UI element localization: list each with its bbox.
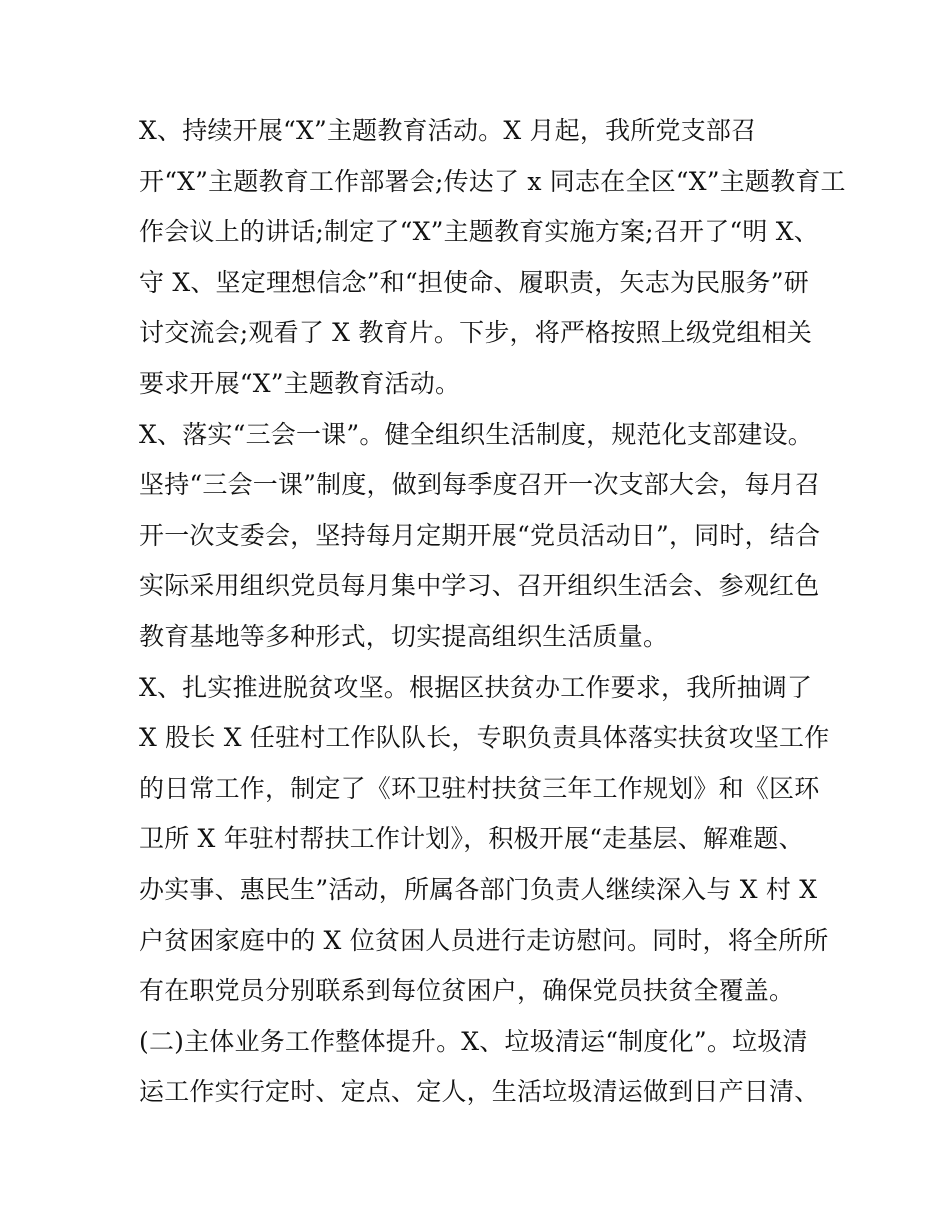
text-line: 守 X、坚定理想信念”和“担使命、履职责，矢志为民服务”研 xyxy=(139,267,809,297)
text-line: 作会议上的讲话;制定了“X”主题教育实施方案;召开了“明 X、 xyxy=(139,217,819,247)
text-line: 开“X”主题教育工作部署会;传达了 x 同志在全区“X”主题教育工 xyxy=(139,166,846,196)
text-line: 有在职党员分别联系到每位贫困户，确保党员扶贫全覆盖。 xyxy=(139,976,795,1006)
text-line: X、落实“三会一课”。健全组织生活制度，规范化支部建设。 xyxy=(139,419,813,449)
text-line: 讨交流会;观看了 X 教育片。下步，将严格按照上级党组相关 xyxy=(139,318,812,348)
text-line: 要求开展“X”主题教育活动。 xyxy=(139,368,461,398)
text-line: 户贫困家庭中的 X 位贫困人员进行走访慰问。同时，将全所所 xyxy=(139,925,829,955)
text-line: (二)主体业务工作整体提升。X、垃圾清运“制度化”。垃圾清 xyxy=(139,1026,808,1056)
text-line: 办实事、惠民生”活动，所属各部门负责人继续深入与 X 村 X xyxy=(139,874,818,904)
text-line: 的日常工作，制定了《环卫驻村扶贫三年工作规划》和《区环 xyxy=(139,773,820,803)
text-line: 实际采用组织党员每月集中学习、召开组织生活会、参观红色 xyxy=(139,571,820,601)
text-line: X 股长 X 任驻村工作队队长，专职负责具体落实扶贫攻坚工作 xyxy=(139,723,830,753)
text-line: 卫所 X 年驻村帮扶工作计划》，积极开展“走基层、解难题、 xyxy=(139,824,804,854)
text-line: X、持续开展“X”主题教育活动。X 月起，我所党支部召 xyxy=(139,116,757,145)
text-line: 运工作实行定时、定点、定人，生活垃圾清运做到日产日清、 xyxy=(139,1077,820,1107)
document-body xyxy=(139,106,846,1118)
text-line: 教育基地等多种形式，切实提高组织生活质量。 xyxy=(139,621,669,651)
text-line: X、扎实推进脱贫攻坚。根据区扶贫办工作要求，我所抽调了 xyxy=(139,672,813,702)
text-line: 开一次支委会，坚持每月定期开展“党员活动日”，同时，结合 xyxy=(139,520,821,550)
text-line: 坚持“三会一课”制度，做到每季度召开一次支部大会，每月召 xyxy=(139,470,821,500)
